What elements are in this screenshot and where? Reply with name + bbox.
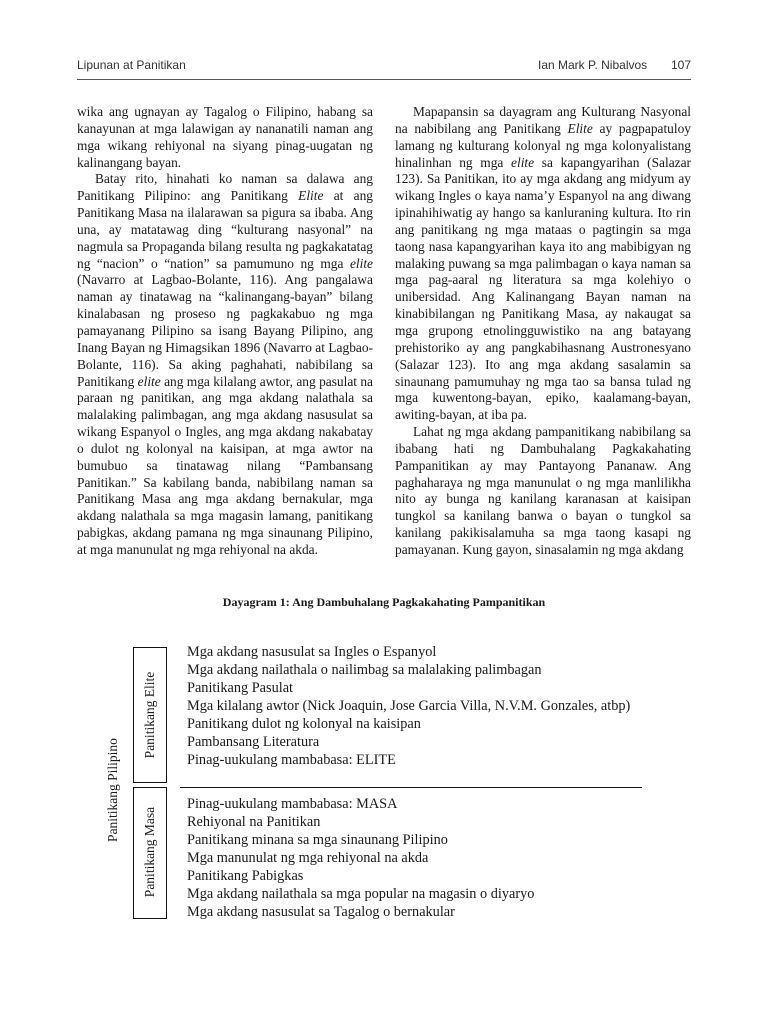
list-item: Mga kilalang awtor (Nick Joaquin, Jose Garcia Villa, N.V.M. Gonzales, atbp) (187, 698, 631, 714)
page-number: 107 (671, 58, 692, 72)
running-header-title: Lipunan at Panitikan (77, 58, 186, 72)
paragraph: Batay rito, hinahati ko naman sa dalawa ang Panitikang Pilipino: ang Panitikang Elite at ang Panitikang Masa na ilalarawan sa pigura sa ibaba. Ang una, ay matatawag ding “kulturang nasyonal” na nagmula sa Propaganda bilang resulta ng pagkakatatag ng “nacion” o “nation” sa pamumuno ng mga elite (Navarro at Lagbao-Bolante, 116). Ang pangalawa naman ay tinatawag na “kalinangang-bayan” bilang kinalabasan ng proseso ng pagkakabuo ng mga pamayanang Pilipino sa isang Bayang Pilipino, ang Inang Bayan ng Himagsikan 1896 (Navarro at Lagbao-Bolante, 116). Sa aking paghahati, nabibilang sa Panitikang elite ang mga kilalang awtor, ang pasulat na paraan ng panitikan, ang mga akdang nalathala sa malalaking palimbagan, ang mga akdang nasusulat sa wikang Espanyol o Ingles, ang mga akdang nakabatay o dulot ng kolonyal na kaisipan, at mga awtor na bumubuo sa tinatawag nilang “Pambansang Panitikan.” Sa kabilang banda, nabibilang naman sa Panitikang Masa ang mga akdang bernakular, mga akdang nalathala sa mga magasin lamang, panitikang pabigkas, akdang pamana ng mga sinaunang Pilipino, at mga manunulat ng mga rehiyonal na akda. (77, 171, 373, 557)
elite-item-list (187, 643, 630, 769)
paragraph: Lahat ng mga akdang pampanitikang nabibilang sa ibabang hati ng Dambuhalang Pagkakahating Pampanitikan ay may Pantayong Pananaw. Ang paghaharaya ng mga manunulat o ng mga manlilikha nito ay bunga ng kanilang karanasan at kaisipan tungkol sa kanilang banwa o bayan o tungkol sa kanilang pakikisalamuha sa mga taong kasapi ng pamayanan. Kung gayon, sinasalamin ng mga akdang (395, 424, 691, 557)
masa-item-list (187, 795, 534, 921)
list-item: Mga akdang nailathala o nailimbag sa malalaking palimbagan (187, 662, 542, 678)
list-item: Mga akdang nailathala sa mga popular na magasin o diyaryo (187, 886, 535, 902)
panitikang-elite-label: Panitikang Elite (142, 671, 157, 759)
list-item: Panitikang Pabigkas (187, 868, 304, 884)
list-item: Mga akdang nasusulat sa Ingles o Espanyol (187, 644, 437, 660)
panitikang-pilipino-label: Panitikang Pilipino (105, 738, 120, 842)
diagram-divider (180, 787, 642, 788)
list-item: Rehiyonal na Panitikan (187, 814, 321, 830)
diagram-caption: Dayagram 1: Ang Dambuhalang Pagkakahating Pampanitikan (222, 595, 546, 609)
paragraph: wika ang ugnayan ay Tagalog o Filipino, habang sa kanayunan at mga lalawigan ay nananatili naman ang mga wikang rehiyonal na siyang pinag-uugatan ng kalinangang bayan. (77, 104, 373, 170)
list-item: Mga akdang nasusulat sa Tagalog o bernakular (187, 904, 455, 920)
list-item: Panitikang minana sa mga sinaunang Pilipino (187, 832, 448, 848)
list-item: Pambansang Literatura (187, 734, 320, 750)
list-item: Mga manunulat ng mga rehiyonal na akda (187, 850, 429, 866)
list-item: Pinag-uukulang mambabasa: MASA (187, 796, 398, 812)
panitikang-masa-label: Panitikang Masa (142, 806, 157, 898)
running-header-author: Ian Mark P. Nibalvos (538, 58, 648, 72)
left-column (77, 104, 373, 559)
list-item: Panitikang dulot ng kolonyal na kaisipan (187, 716, 421, 732)
list-item: Pinag-uukulang mambabasa: ELITE (187, 752, 396, 768)
header-rule (77, 79, 691, 80)
right-column (395, 104, 691, 559)
paragraph: Mapapansin sa dayagram ang Kulturang Nasyonal na nabibilang ang Panitikang Elite ay pagpapatuloy lamang ng kulturang kolonyal ng mga kolonyalistang hinalinhan ng mga elite sa kapangyarihan (Salazar 123). Sa Panitikan, ito ay mga akdang ang midyum ay wikang Ingles o kaya nama’y Espanyol na ang diwang ipinahihiwatig ay hango sa kanluraning kultura. Ito rin ang panitikang ng mga mataas o pagtingin sa mga taong nasa kapangyarihan kaya ito ang mabibigyan ng malaking puwang sa mga palimbagan o kaya naman sa mga pag-aaral ng literatura sa mga kolehiyo o unibersidad. Ang Kalinangang Bayan naman na kinabibilangan ng Panitikang Masa, ay nakaugat sa mga grupong etnolingguwistiko na ang batayang prehistoriko ay ang pangkabihasnang Austronesyano (Salazar 123). Ito ang mga akdang sasalamin sa sinaunang pamumuhay ng mga tao sa bansa tulad ng mga kuwentong-bayan, epiko, kaalamang-bayan, awiting-bayan, at iba pa. (395, 104, 691, 423)
list-item: Panitikang Pasulat (187, 680, 294, 696)
